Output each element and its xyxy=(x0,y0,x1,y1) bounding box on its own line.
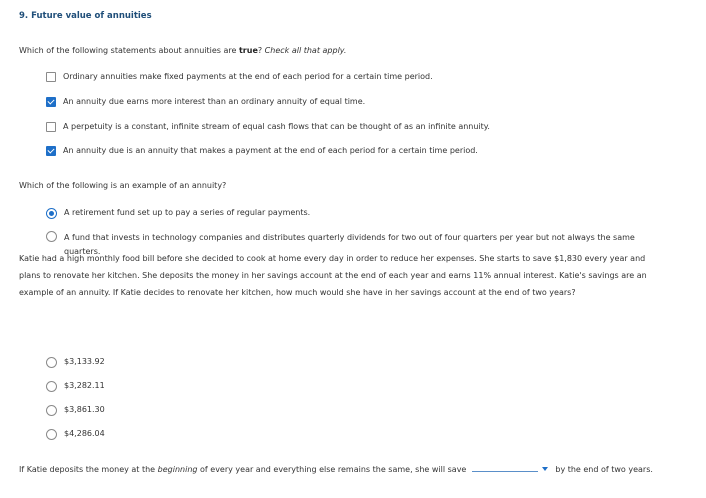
radio-q3-2[interactable] xyxy=(46,381,57,392)
q1-option-1[interactable] xyxy=(46,72,433,82)
q1-prompt-instruction: Check all that apply. xyxy=(264,46,347,55)
q3-option-3[interactable] xyxy=(46,405,105,416)
radio-q3-4[interactable] xyxy=(46,429,57,440)
checkbox-q1-4[interactable] xyxy=(46,146,56,156)
q1-prompt xyxy=(19,46,346,55)
q4-sentence xyxy=(19,461,669,478)
page-title: 9. Future value of annuities xyxy=(19,11,152,21)
savings-dropdown[interactable] xyxy=(472,462,538,472)
q1-prompt-emphasis: true xyxy=(238,46,258,55)
checkbox-q1-3[interactable] xyxy=(46,122,56,132)
q4-text-emphasis: beginning xyxy=(157,465,198,474)
q1-option-1-label: Ordinary annuities make fixed payments at the end of each period for a certain time period. xyxy=(63,72,433,81)
q4-text-before: If Katie deposits the money at the xyxy=(19,465,158,474)
q3-option-3-label: $3,861.30 xyxy=(64,405,105,414)
q4-text-after: by the end of two years. xyxy=(555,465,653,474)
q4-text-middle: of every year and everything else remains the same, she will save xyxy=(197,465,467,474)
q2-prompt: Which of the following is an example of an annuity? xyxy=(19,181,227,190)
q3-option-2[interactable] xyxy=(46,381,105,392)
q3-option-4-label: $4,286.04 xyxy=(64,429,105,438)
radio-q3-1[interactable] xyxy=(46,357,57,368)
q2-option-1[interactable] xyxy=(46,208,310,219)
q2-option-1-label: A retirement fund set up to pay a series of regular payments. xyxy=(64,208,311,217)
q3-paragraph: Katie had a high monthly food bill before she decided to cook at home every day in order to reduce her expenses. She starts to save $1,830 every year and plans to renovate her kitchen. She deposits the money in her savings account at the end of each year and earns 11% annual interest. Katie's savings are an example of an annuity. If Katie decides to renovate her kitchen, how much would she have in her savings account at the end of two years? xyxy=(19,254,647,297)
chevron-down-icon[interactable] xyxy=(542,467,548,471)
q3-option-2-label: $3,282.11 xyxy=(64,381,105,390)
q1-option-2-label: An annuity due earns more interest than an ordinary annuity of equal time. xyxy=(63,97,366,106)
checkbox-q1-2[interactable] xyxy=(46,97,56,107)
q1-option-2[interactable] xyxy=(46,97,365,107)
q1-prompt-qmark: ? xyxy=(257,46,265,55)
radio-q2-1[interactable] xyxy=(46,208,57,219)
checkbox-q1-1[interactable] xyxy=(46,72,56,82)
q1-option-4[interactable] xyxy=(46,146,478,156)
q1-prompt-text: Which of the following statements about annuities are xyxy=(19,46,239,55)
q3-option-4[interactable] xyxy=(46,429,105,440)
q1-option-3[interactable] xyxy=(46,122,490,132)
q1-option-4-label: An annuity due is an annuity that makes a payment at the end of each period for a certain time period. xyxy=(63,146,478,155)
q3-option-1[interactable] xyxy=(46,357,105,368)
q1-option-3-label: A perpetuity is a constant, infinite stream of equal cash flows that can be thought of as an infinite annuity. xyxy=(63,122,490,131)
radio-q2-2[interactable] xyxy=(46,231,57,242)
q2-option-2-label: A fund that invests in technology companies and distributes quarterly dividends for two out of four quarters per year but not always the same quarters. xyxy=(64,233,635,256)
q3-option-1-label: $3,133.92 xyxy=(64,357,105,366)
radio-q3-3[interactable] xyxy=(46,405,57,416)
